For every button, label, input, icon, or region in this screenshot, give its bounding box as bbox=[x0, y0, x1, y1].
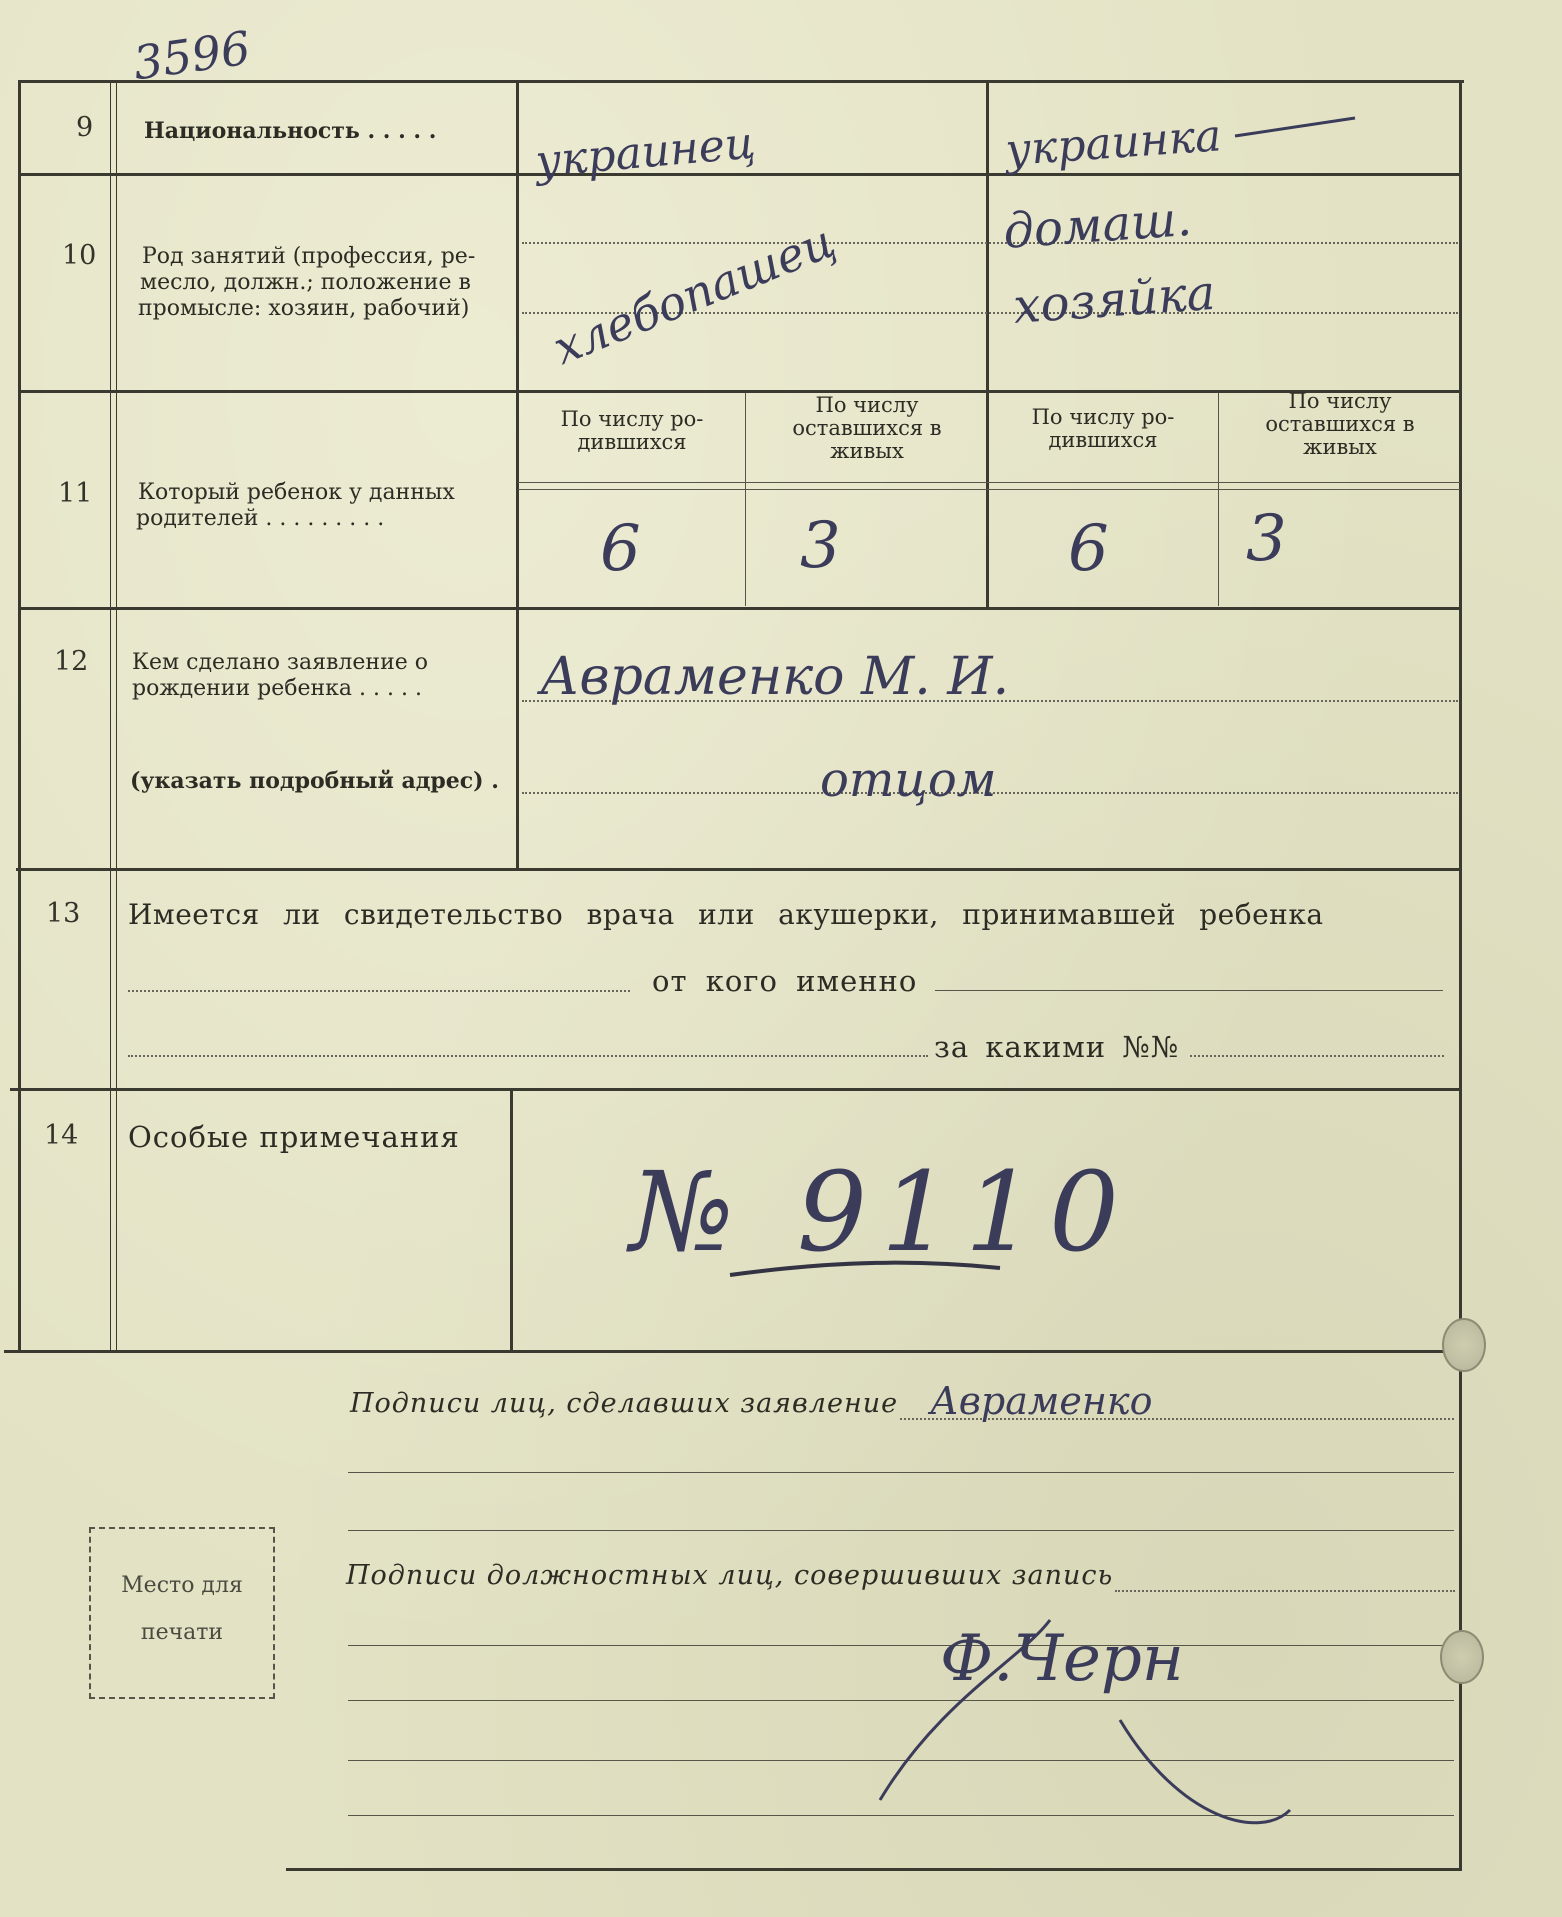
row12-address-label: (указать подробный адрес) . bbox=[130, 768, 499, 794]
svg-text:6: 6 bbox=[1068, 512, 1109, 586]
row11-header-sep bbox=[518, 482, 1460, 483]
svg-text:хозяйка: хозяйка bbox=[1011, 264, 1218, 335]
row13-line-a bbox=[128, 990, 630, 992]
row9-mother-handwriting bbox=[995, 90, 1455, 180]
sign-line-2 bbox=[348, 1472, 1454, 1473]
svg-text:отцом: отцом bbox=[820, 752, 997, 808]
svg-text:хлебопашец: хлебопашец bbox=[545, 213, 843, 376]
stamp-label-1: Место для bbox=[121, 1573, 243, 1598]
row13-line-c bbox=[128, 1055, 928, 1057]
row10-label-3: промысле: хозяин, рабочий) bbox=[138, 296, 470, 321]
row14-note-handwriting bbox=[620, 1060, 1140, 1300]
binding-hole-bottom bbox=[1440, 1630, 1484, 1684]
row11-col2-header: По числу оставшихся в живых bbox=[792, 393, 942, 463]
label-column-divider bbox=[516, 82, 519, 868]
sign-line-3 bbox=[348, 1530, 1454, 1531]
stamp-placeholder-box bbox=[89, 1527, 275, 1699]
svg-text:6: 6 bbox=[600, 512, 641, 586]
row11-col1-header: По числу ро- дившихся bbox=[560, 407, 704, 454]
row13-number: 13 bbox=[46, 898, 81, 929]
stamp-label-2: печати bbox=[140, 1620, 224, 1645]
row11-divider-a bbox=[745, 392, 746, 606]
row10-father-handwriting bbox=[520, 170, 960, 376]
row12-address-handwriting bbox=[810, 740, 1090, 820]
svg-text:украинка: украинка bbox=[1003, 110, 1223, 177]
svg-text:3596: 3596 bbox=[130, 20, 254, 91]
row11-divider-b bbox=[1218, 392, 1219, 606]
row12-number: 12 bbox=[54, 646, 89, 677]
svg-text:Авраменко: Авраменко bbox=[930, 1379, 1153, 1423]
row13-line-d bbox=[1190, 1055, 1444, 1057]
row10-number: 10 bbox=[62, 240, 97, 271]
row11-col3-header: По числу ро- дившихся bbox=[1031, 405, 1175, 452]
svg-text:3: 3 bbox=[800, 509, 841, 583]
svg-text:Ф.Черн: Ф.Черн bbox=[940, 1622, 1184, 1696]
frame-top bbox=[20, 80, 1464, 83]
svg-text:3: 3 bbox=[1246, 502, 1287, 576]
row11-mother-born-value bbox=[1058, 500, 1138, 590]
row13-from-whom: от кого именно bbox=[652, 964, 918, 998]
svg-text:Авраменко М. И.: Авраменко М. И. bbox=[540, 647, 1010, 707]
label-column-divider-14 bbox=[510, 1090, 513, 1350]
officials-signature-label: Подписи должностных лиц, совершивших запись bbox=[346, 1560, 1114, 1591]
row10-mother-handwriting-2 bbox=[1005, 255, 1305, 335]
parents-divider bbox=[986, 82, 989, 608]
svg-text:домаш.: домаш. bbox=[1001, 190, 1194, 260]
frame-left bbox=[18, 80, 21, 1350]
row-sep-12-13 bbox=[16, 868, 1462, 871]
row10-label-2: месло, должн.; положение в bbox=[140, 270, 471, 295]
row14-label: Особые примечания bbox=[128, 1120, 460, 1154]
svg-text:украинец: украинец bbox=[533, 117, 758, 188]
row13-line-b bbox=[935, 990, 1443, 991]
row11-label-1: Который ребенок у данных bbox=[138, 480, 455, 505]
row13-numbers: за какими №№ bbox=[934, 1030, 1180, 1064]
number-column-divider bbox=[110, 82, 117, 1350]
row12-declarant-handwriting bbox=[530, 630, 1130, 720]
row11-father-born-value bbox=[590, 500, 670, 590]
officials-signature bbox=[820, 1580, 1340, 1840]
row11-header-sep-2 bbox=[518, 489, 1460, 490]
row11-col4-header: По числу оставшихся в живых bbox=[1265, 389, 1415, 459]
frame-bottom bbox=[286, 1868, 1462, 1871]
row9-label: Национальность . . . . . bbox=[144, 118, 437, 144]
binding-hole-top bbox=[1442, 1318, 1486, 1372]
row14-number: 14 bbox=[44, 1120, 79, 1151]
row11-mother-alive-value bbox=[1236, 490, 1316, 580]
row10-label-1: Род занятий (профессия, ре- bbox=[142, 244, 476, 269]
row12-label-1: Кем сделано заявление о bbox=[132, 650, 428, 675]
row-sep-11-12 bbox=[18, 607, 1462, 610]
row12-label-2: рождении ребенка . . . . . bbox=[132, 676, 422, 701]
row10-mother-handwriting-1 bbox=[995, 180, 1295, 260]
row-sep-14-end bbox=[4, 1350, 1462, 1353]
svg-text:№ 9110: № 9110 bbox=[630, 1148, 1133, 1276]
row13-question: Имеется ли свидетельство врача или акушерки, принимавшей ребенка bbox=[128, 898, 1324, 931]
row11-father-alive-value bbox=[790, 495, 870, 585]
declarants-signature bbox=[920, 1370, 1340, 1430]
row11-label-2: родителей . . . . . . . . . bbox=[136, 506, 385, 531]
declarants-signature-label: Подписи лиц, сделавших заявление bbox=[350, 1388, 899, 1419]
row9-number: 9 bbox=[76, 112, 94, 143]
frame-right bbox=[1459, 80, 1462, 1870]
row11-number: 11 bbox=[58, 478, 93, 509]
